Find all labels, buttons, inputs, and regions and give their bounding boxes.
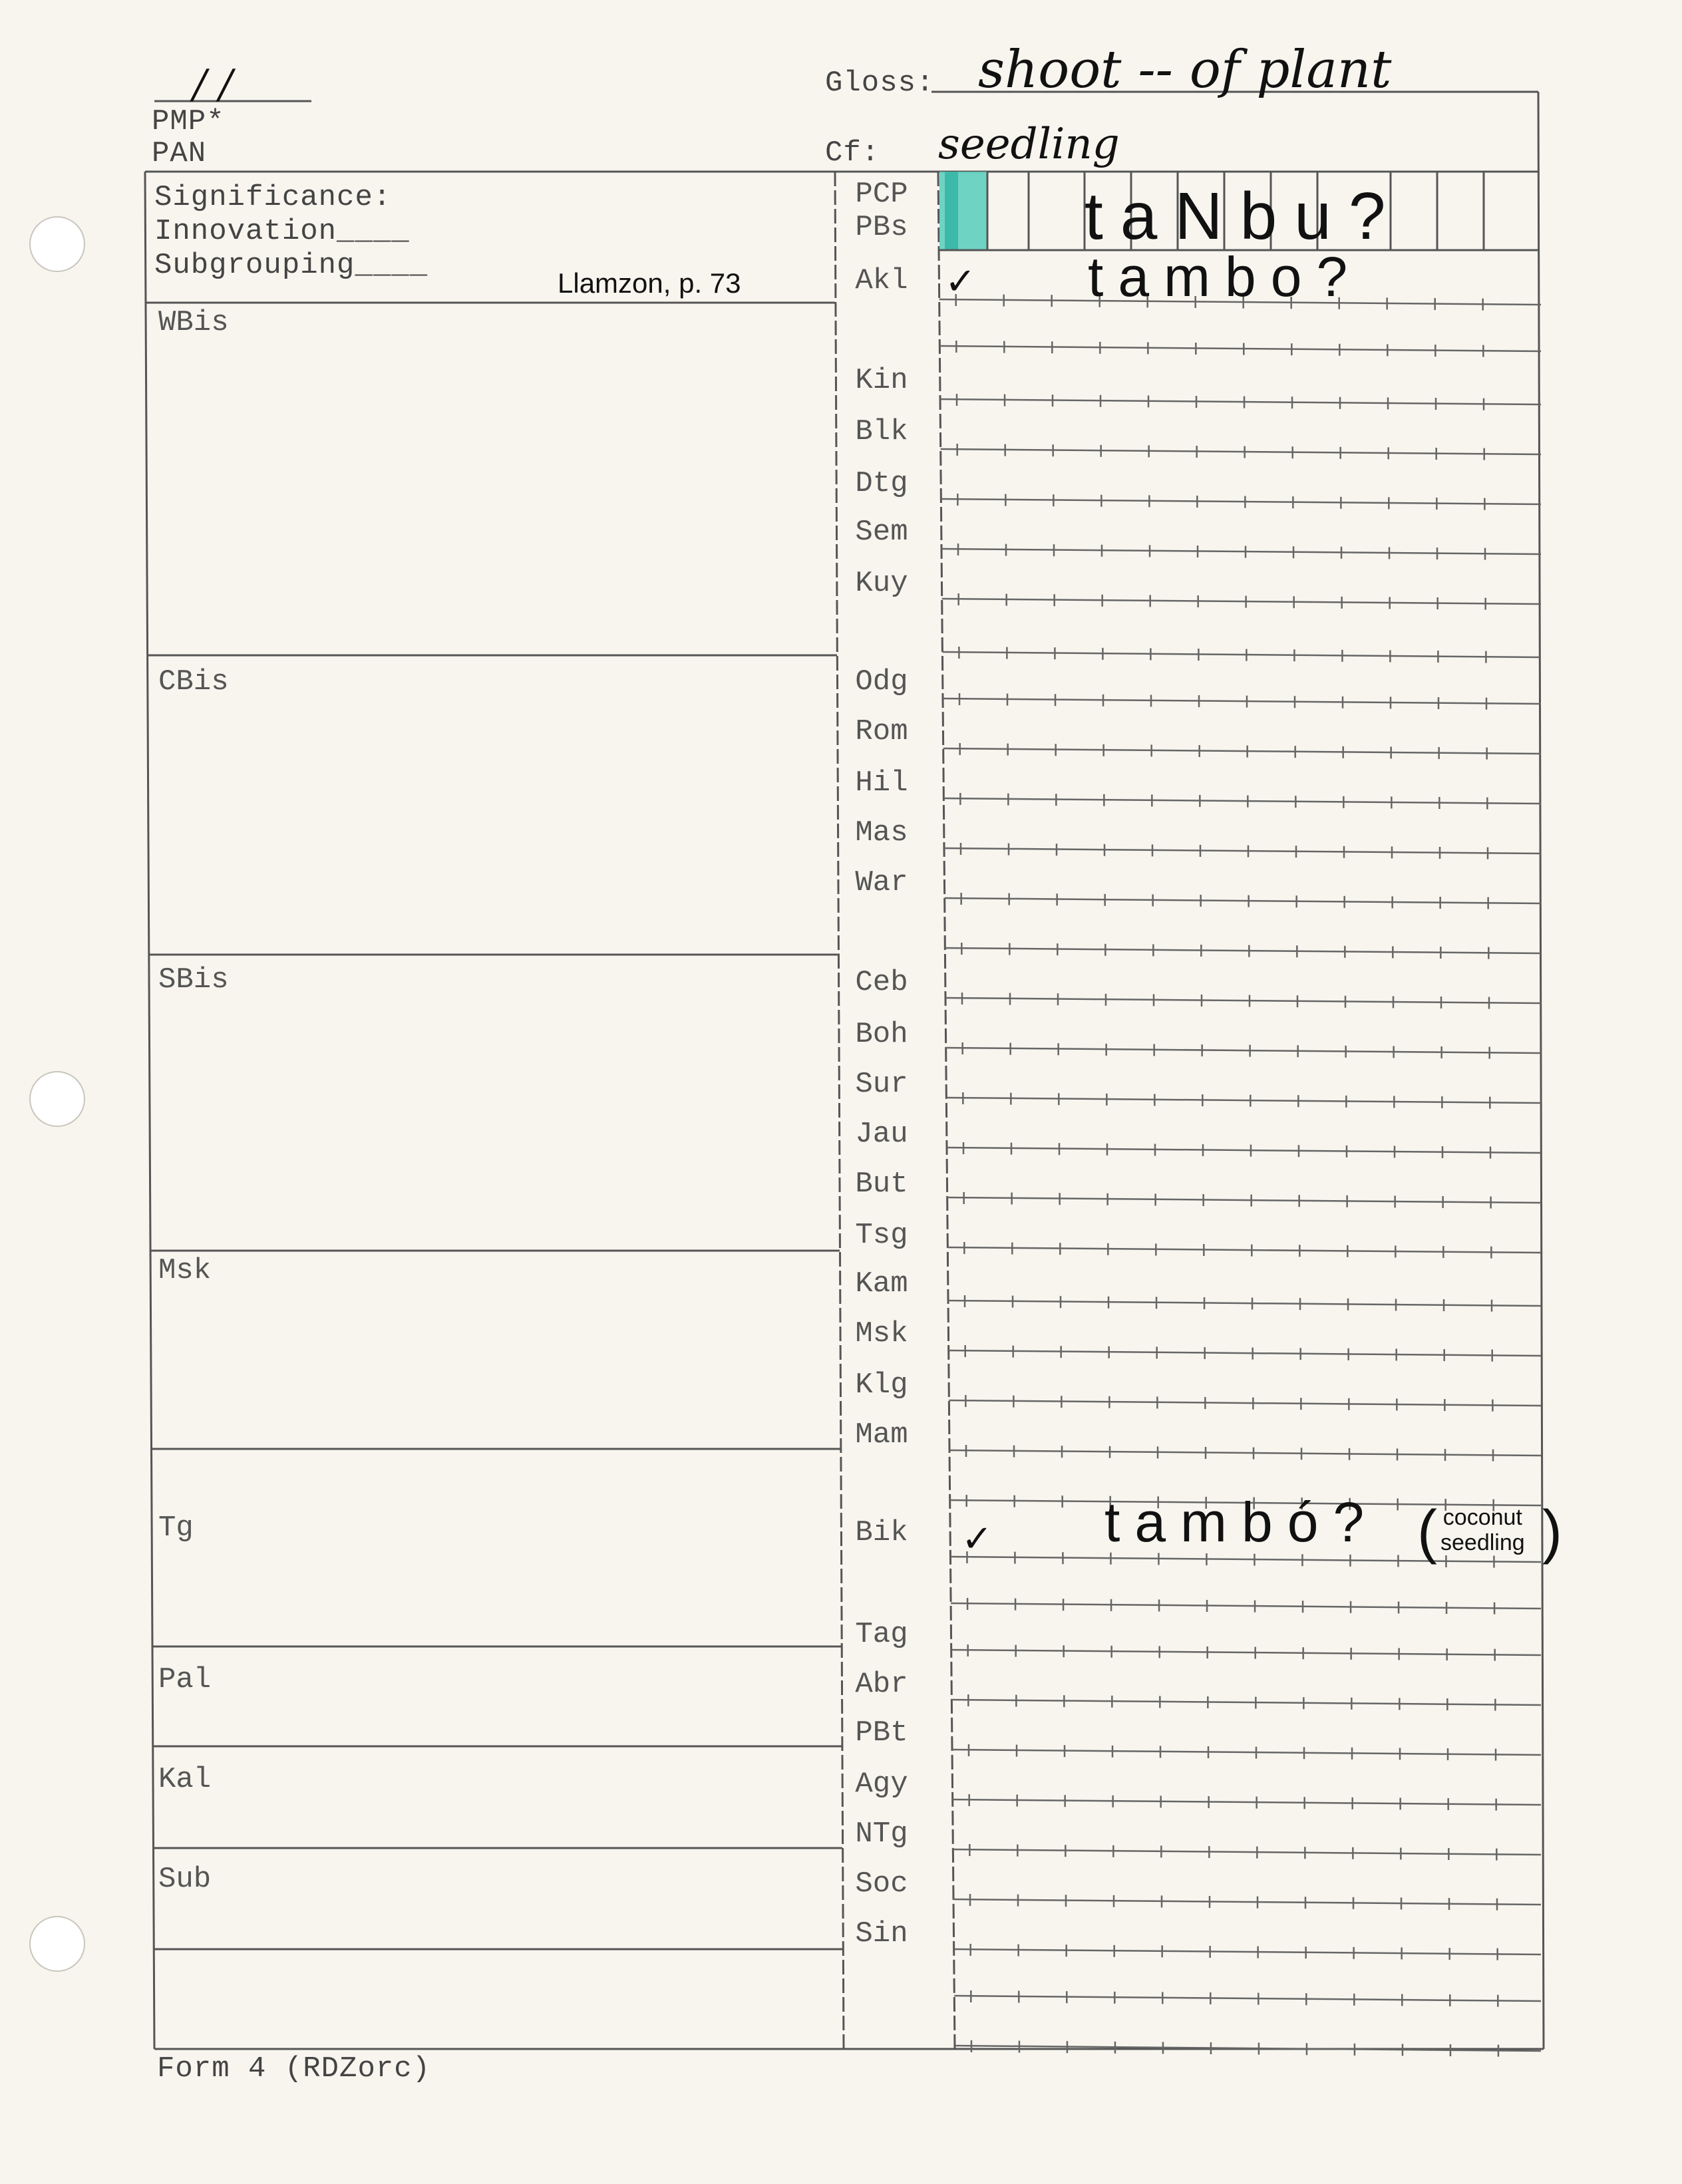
ruled-line: [954, 1949, 1541, 1954]
lang-label: Odg: [855, 665, 908, 699]
subgrouping-label: Subgrouping____: [154, 249, 428, 282]
lang-label: Boh: [855, 1018, 908, 1051]
innovation-label: Innovation____: [154, 215, 410, 248]
cf-value: seedling: [938, 120, 1120, 169]
gloss-label: Gloss:: [825, 67, 935, 100]
section-label: CBis: [158, 665, 229, 699]
lang-label: War: [855, 866, 908, 899]
lang-label: But: [855, 1168, 908, 1201]
ruled-line: [951, 1603, 1541, 1609]
lang-label: Tsg: [855, 1219, 908, 1252]
ruled-line: [939, 346, 1541, 351]
section-label: SBis: [158, 963, 229, 997]
lang-label: Hil: [855, 766, 908, 800]
lang-label: PCP: [855, 178, 908, 211]
section-label: Kal: [158, 1763, 212, 1796]
lang-label: Tag: [855, 1618, 908, 1651]
cf-label: Cf:: [825, 136, 880, 170]
lang-label: Agy: [855, 1768, 908, 1801]
ruled-line: [949, 1450, 1541, 1456]
pbs-form: taNbu?: [1085, 179, 1403, 253]
ruled-line: [940, 399, 1541, 404]
lang-label: Kuy: [855, 567, 908, 600]
lang-label: Sin: [855, 1917, 908, 1950]
lang-label: Klg: [855, 1368, 908, 1402]
ruled-line: [947, 1197, 1541, 1203]
form-footer: Form 4 (RDZorc): [157, 2052, 431, 2086]
ruled-line: [946, 1098, 1541, 1103]
section-label: Tg: [158, 1511, 194, 1545]
ruled-line: [942, 652, 1541, 657]
ruled-line: [945, 998, 1541, 1003]
ruled-line: [942, 599, 1541, 604]
lang-label: Mam: [855, 1418, 908, 1452]
section-label: Sub: [158, 1863, 212, 1896]
ruled-line: [951, 1650, 1541, 1655]
lang-label: Kin: [855, 364, 908, 397]
akl-check: ✓: [945, 260, 976, 302]
lang-label: Mas: [855, 816, 908, 850]
ruled-line: [952, 1750, 1541, 1755]
gloss-value: shoot -- of plant: [978, 40, 1392, 100]
lang-label: Blk: [855, 415, 908, 448]
ruled-line: [953, 1849, 1541, 1855]
lang-label: Abr: [855, 1668, 908, 1701]
ruled-line: [953, 1799, 1541, 1805]
lang-label: PBt: [855, 1716, 908, 1750]
lang-label: Kam: [855, 1267, 908, 1301]
pan-label: PAN: [152, 137, 207, 170]
lang-label: Soc: [855, 1867, 908, 1901]
akl-form: tambo?: [1088, 245, 1363, 308]
bik-form: tambó?: [1104, 1491, 1379, 1553]
lang-label: Ceb: [855, 966, 908, 999]
ruled-line: [947, 1247, 1541, 1253]
lang-label: Jau: [855, 1118, 908, 1151]
significance-label: Significance:: [154, 181, 392, 214]
ruled-line: [951, 1700, 1541, 1705]
bik-check: ✓: [961, 1517, 993, 1559]
ruled-line: [947, 1148, 1541, 1153]
lang-label: Msk: [855, 1317, 908, 1350]
reference-note: Llamzon, p. 73: [558, 267, 741, 299]
ruled-line: [949, 1350, 1541, 1356]
ruled-line: [941, 449, 1541, 454]
date-field: / /: [193, 61, 233, 108]
ruled-line: [941, 499, 1541, 504]
ruled-line: [949, 1400, 1541, 1406]
lang-label: Akl: [855, 264, 908, 297]
ruled-line: [945, 898, 1541, 903]
lang-label: Dtg: [855, 467, 908, 500]
ruled-line: [948, 1301, 1541, 1306]
ruled-line: [954, 1996, 1541, 2001]
bik-note-line: seedling: [1440, 1530, 1525, 1555]
lang-label: PBs: [855, 211, 908, 244]
bik-note-line: coconut: [1442, 1505, 1522, 1530]
ruled-line: [950, 1557, 1541, 1562]
ruled-line: [943, 699, 1541, 704]
lang-label: Rom: [855, 715, 908, 748]
ruled-line: [944, 848, 1541, 854]
section-label: Msk: [158, 1254, 212, 1287]
bik-note: [1440, 1505, 1525, 1555]
ruled-line: [946, 1048, 1541, 1053]
lang-label: NTg: [855, 1817, 908, 1851]
pmp-label: PMP*: [152, 105, 225, 138]
ruled-line: [943, 748, 1541, 754]
bik-paren-open: (: [1417, 1499, 1437, 1565]
lang-label: Sur: [855, 1068, 908, 1101]
lang-label: Sem: [855, 516, 908, 549]
section-label: WBis: [158, 306, 229, 339]
bik-paren-close: ): [1542, 1499, 1562, 1565]
ruled-line: [953, 1899, 1541, 1905]
ruled-line: [941, 549, 1541, 554]
lang-label: Bik: [855, 1516, 908, 1549]
ruled-line: [943, 798, 1541, 804]
section-label: Pal: [158, 1663, 212, 1696]
ruled-line: [945, 948, 1541, 953]
